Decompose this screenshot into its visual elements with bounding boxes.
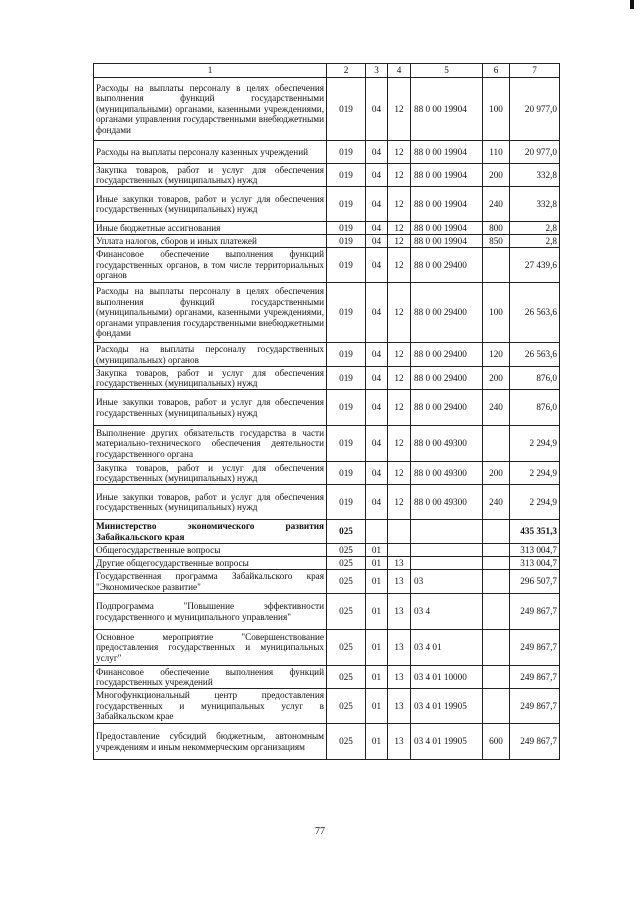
subsection-code-cell: 13 [388,630,411,666]
target-article-cell [411,557,483,570]
row-name-cell: Расходы на выплаты персоналу в целях обеспечения выполнения функций государственными (муниципальными) органами, казенными учреждениями, органами управления государственными внебюджетными фондами [94,283,327,343]
admin-code-cell: 019 [327,164,366,187]
section-code-cell: 04 [366,222,388,235]
row-name-cell: Закупка товаров, работ и услуг для обеспечения государственных (муниципальных) нужд [94,164,327,187]
amount-cell: 2,8 [510,235,560,248]
amount-cell: 20 977,0 [510,141,560,164]
section-code-cell: 04 [366,164,388,187]
header-col-3: 3 [366,64,388,78]
table-row [94,570,560,594]
header-col-4: 4 [388,64,411,78]
expense-type-cell [483,594,510,630]
row-name-cell: Уплата налогов, сборов и иных платежей [94,235,327,248]
section-code-cell: 01 [366,630,388,666]
amount-cell: 313 004,7 [510,557,560,570]
amount-cell: 2 294,9 [510,485,560,520]
row-name-cell: Расходы на выплаты персоналу государственных (муниципальных) органов [94,343,327,367]
table-row [94,390,560,426]
expense-type-cell [483,630,510,666]
expense-type-cell: 200 [483,367,510,390]
target-article-cell: 88 0 00 19904 [411,235,483,248]
row-name-cell: Иные закупки товаров, работ и услуг для обеспечения государственных (муниципальных) нужд [94,390,327,426]
amount-cell: 27 439,6 [510,248,560,283]
subsection-code-cell: 12 [388,367,411,390]
section-code-cell: 04 [366,367,388,390]
row-name-cell: Государственная программа Забайкальского края "Экономическое развитие" [94,570,327,594]
admin-code-cell: 019 [327,222,366,235]
expense-type-cell: 800 [483,222,510,235]
subsection-code-cell: 13 [388,724,411,760]
amount-cell: 26 563,6 [510,283,560,343]
expense-type-cell [483,520,510,544]
budget-table-container [93,63,560,760]
admin-code-cell: 019 [327,235,366,248]
target-article-cell: 03 4 01 10000 [411,666,483,689]
section-code-cell: 01 [366,666,388,689]
table-row [94,462,560,485]
section-code-cell: 04 [366,248,388,283]
admin-code-cell: 019 [327,462,366,485]
table-row [94,187,560,222]
subsection-code-cell: 12 [388,462,411,485]
amount-cell: 249 867,7 [510,630,560,666]
expense-type-cell: 240 [483,187,510,222]
section-code-cell: 04 [366,78,388,141]
corner-scan-mark [630,0,634,9]
expense-type-cell [483,248,510,283]
subsection-code-cell: 12 [388,235,411,248]
subsection-code-cell: 12 [388,222,411,235]
amount-cell: 876,0 [510,367,560,390]
row-name-cell: Подпрограмма "Повышение эффективности государственного и муниципального управления" [94,594,327,630]
admin-code-cell: 019 [327,426,366,462]
header-col-7: 7 [510,64,560,78]
target-article-cell: 88 0 00 49300 [411,426,483,462]
expense-type-cell [483,557,510,570]
row-name-cell: Иные закупки товаров, работ и услуг для обеспечения государственных (муниципальных) нужд [94,485,327,520]
table-row [94,78,560,141]
target-article-cell: 88 0 00 19904 [411,164,483,187]
expense-type-cell: 850 [483,235,510,248]
target-article-cell: 88 0 00 19904 [411,141,483,164]
expense-type-cell: 240 [483,390,510,426]
subsection-code-cell: 12 [388,164,411,187]
amount-cell: 2 294,9 [510,426,560,462]
target-article-cell: 88 0 00 29400 [411,248,483,283]
subsection-code-cell [388,544,411,557]
expense-type-cell [483,570,510,594]
expense-type-cell [483,689,510,724]
section-code-cell: 04 [366,283,388,343]
table-row [94,235,560,248]
table-row [94,141,560,164]
row-name-cell: Расходы на выплаты персоналу казенных учреждений [94,141,327,164]
admin-code-cell: 019 [327,343,366,367]
target-article-cell: 03 4 01 19905 [411,689,483,724]
subsection-code-cell: 12 [388,187,411,222]
target-article-cell [411,544,483,557]
target-article-cell: 88 0 00 49300 [411,485,483,520]
admin-code-cell: 019 [327,367,366,390]
section-code-cell: 04 [366,390,388,426]
target-article-cell: 03 [411,570,483,594]
table-row [94,343,560,367]
section-code-cell: 01 [366,570,388,594]
subsection-code-cell: 13 [388,594,411,630]
subsection-code-cell: 12 [388,141,411,164]
expense-type-cell [483,666,510,689]
header-row [94,64,560,78]
row-name-cell: Предоставление субсидий бюджетным, автономным учреждениям и иным некоммерческим организациям [94,724,327,760]
subsection-code-cell: 12 [388,283,411,343]
target-article-cell: 88 0 00 29400 [411,367,483,390]
admin-code-cell: 019 [327,390,366,426]
subsection-code-cell: 12 [388,485,411,520]
section-code-cell: 04 [366,343,388,367]
section-code-cell: 04 [366,141,388,164]
admin-code-cell: 025 [327,544,366,557]
target-article-cell: 88 0 00 49300 [411,462,483,485]
row-name-cell: Расходы на выплаты персоналу в целях обеспечения выполнения функций государственными (муниципальными) органами, казенными учреждениями, органами управления государственными внебюджетными фондами [94,78,327,141]
row-name-cell: Закупка товаров, работ и услуг для обеспечения государственных (муниципальных) нужд [94,367,327,390]
table-row [94,283,560,343]
row-name-cell: Финансовое обеспечение выполнения функций государственных органов, в том числе территориальных органов [94,248,327,283]
row-name-cell: Иные бюджетные ассигнования [94,222,327,235]
table-row [94,485,560,520]
row-name-cell: Иные закупки товаров, работ и услуг для обеспечения государственных (муниципальных) нужд [94,187,327,222]
target-article-cell: 88 0 00 29400 [411,390,483,426]
table-row [94,426,560,462]
section-code-cell: 01 [366,724,388,760]
section-code-cell: 04 [366,426,388,462]
header-col-1: 1 [94,64,327,78]
row-name-cell: Закупка товаров, работ и услуг для обеспечения государственных (муниципальных) нужд [94,462,327,485]
table-row [94,248,560,283]
section-code-cell: 01 [366,689,388,724]
amount-cell: 313 004,7 [510,544,560,557]
row-name-cell: Общегосударственные вопросы [94,544,327,557]
section-code-cell [366,520,388,544]
subsection-code-cell: 13 [388,666,411,689]
section-code-cell: 04 [366,187,388,222]
admin-code-cell: 019 [327,78,366,141]
amount-cell: 249 867,7 [510,594,560,630]
target-article-cell: 88 0 00 19904 [411,222,483,235]
expense-type-cell: 100 [483,78,510,141]
admin-code-cell: 025 [327,520,366,544]
expense-type-cell [483,426,510,462]
table-row [94,544,560,557]
expense-type-cell: 600 [483,724,510,760]
subsection-code-cell: 12 [388,248,411,283]
admin-code-cell: 025 [327,689,366,724]
table-row [94,630,560,666]
section-code-cell: 01 [366,544,388,557]
expense-type-cell: 100 [483,283,510,343]
row-name-cell: Финансовое обеспечение выполнения функций государственных учреждений [94,666,327,689]
header-col-2: 2 [327,64,366,78]
amount-cell: 249 867,7 [510,666,560,689]
admin-code-cell: 025 [327,666,366,689]
target-article-cell: 88 0 00 19904 [411,187,483,222]
admin-code-cell: 025 [327,570,366,594]
expense-type-cell: 120 [483,343,510,367]
admin-code-cell: 025 [327,724,366,760]
target-article-cell: 88 0 00 29400 [411,343,483,367]
subsection-code-cell: 12 [388,343,411,367]
subsection-code-cell [388,520,411,544]
admin-code-cell: 025 [327,594,366,630]
section-code-cell: 04 [366,235,388,248]
expense-type-cell: 200 [483,462,510,485]
expense-type-cell: 200 [483,164,510,187]
amount-cell: 20 977,0 [510,78,560,141]
budget-table [93,63,560,760]
admin-code-cell: 019 [327,248,366,283]
page-number: 77 [315,826,325,837]
subsection-code-cell: 13 [388,689,411,724]
subsection-code-cell: 12 [388,78,411,141]
header-col-6: 6 [483,64,510,78]
section-code-cell: 01 [366,594,388,630]
table-row [94,666,560,689]
table-row [94,164,560,187]
table-row [94,222,560,235]
target-article-cell [411,520,483,544]
row-name-cell: Основное мероприятие "Совершенствование предоставления государственных и муниципальных услуг" [94,630,327,666]
target-article-cell: 03 4 [411,594,483,630]
section-code-cell: 04 [366,462,388,485]
table-row [94,689,560,724]
admin-code-cell: 019 [327,485,366,520]
table-row [94,367,560,390]
subsection-code-cell: 12 [388,390,411,426]
row-name-cell: Выполнение других обязательств государства в части материально-технического обеспечения деятельности государственного органа [94,426,327,462]
amount-cell: 249 867,7 [510,689,560,724]
expense-type-cell [483,544,510,557]
amount-cell: 332,8 [510,164,560,187]
target-article-cell: 03 4 01 [411,630,483,666]
table-row [94,520,560,544]
amount-cell: 26 563,6 [510,343,560,367]
target-article-cell: 88 0 00 29400 [411,283,483,343]
table-row [94,557,560,570]
admin-code-cell: 019 [327,141,366,164]
row-name-cell: Многофункциональный центр предоставления государственных и муниципальных услуг в Забайкальском крае [94,689,327,724]
amount-cell: 876,0 [510,390,560,426]
admin-code-cell: 025 [327,630,366,666]
amount-cell: 296 507,7 [510,570,560,594]
amount-cell: 435 351,3 [510,520,560,544]
table-row [94,724,560,760]
subsection-code-cell: 12 [388,426,411,462]
admin-code-cell: 025 [327,557,366,570]
amount-cell: 332,8 [510,187,560,222]
target-article-cell: 88 0 00 19904 [411,78,483,141]
table-body [94,78,560,760]
admin-code-cell: 019 [327,187,366,222]
row-name-cell: Министерство экономического развития Забайкальского края [94,520,327,544]
row-name-cell: Другие общегосударственные вопросы [94,557,327,570]
section-code-cell: 04 [366,485,388,520]
expense-type-cell: 240 [483,485,510,520]
section-code-cell: 01 [366,557,388,570]
table-row [94,594,560,630]
header-col-5: 5 [411,64,483,78]
subsection-code-cell: 13 [388,570,411,594]
amount-cell: 2 294,9 [510,462,560,485]
target-article-cell: 03 4 01 19905 [411,724,483,760]
expense-type-cell: 110 [483,141,510,164]
amount-cell: 249 867,7 [510,724,560,760]
admin-code-cell: 019 [327,283,366,343]
amount-cell: 2,8 [510,222,560,235]
subsection-code-cell: 13 [388,557,411,570]
